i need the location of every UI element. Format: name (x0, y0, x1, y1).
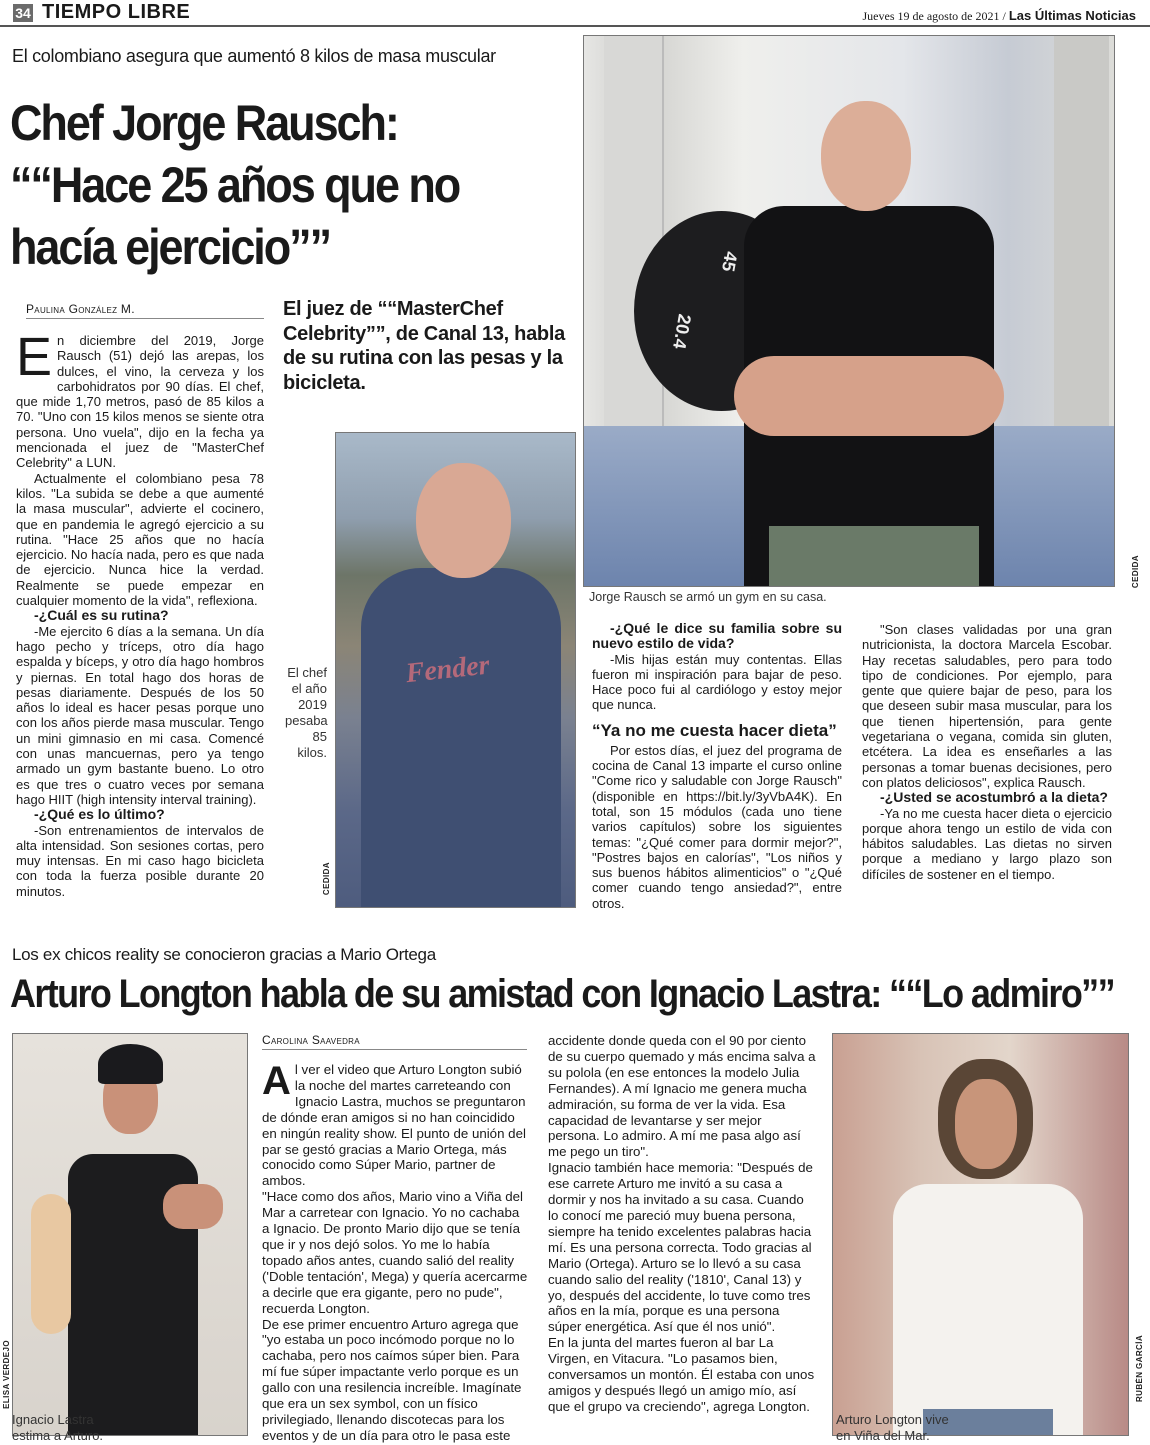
photo-shape (769, 526, 979, 587)
dateline (863, 8, 1136, 24)
headline-line: hacía ejercicio”” (10, 219, 331, 275)
paragraph: "Hace como dos años, Mario vino a Viña del Mar a carretear con Ignacio. Yo no cachaba a Ignacio. De pronto Mario dijo que se tenía que ir y nos dejó solos. Yo me lo había topado años antes, cuando salió del reality ('Doble tentación', Mega) y quería acercarme a decirle que era gigante, pero no pude", recuerda Longton. (262, 1189, 528, 1316)
photo-caption-gym: Jorge Rausch se armó un gym en su casa. (589, 590, 827, 604)
interview-question: -¿Cuál es su rutina? (34, 607, 169, 624)
article1-column-2 (592, 621, 842, 911)
photo-gym (583, 35, 1115, 587)
paragraph: De ese primer encuentro Arturo agrega que "yo estaba un poco incómodo porque no lo cachaba, pero nos caímos súper bien. Para mí fue súper impactante verlo porque es un gallo con una resilencia increíble. Imagínate que era un sex symbol, con un físico privilegiado, llenando discotecas para los eventos y de un día para otro le pasa este (262, 1316, 522, 1443)
lead-paragraph: En diciembre del 2019, Jorge Rausch (51) dejó las arepas, los dulces, el vino, la cerveza y los carbohidratos por 90 días. El chef, que mide 1,70 metros, pasó de 85 kilos a 70. "Uno con 15 kilos menos se siente otra persona. Uno vuela", dijo en la fecha ya mencionada el juez de "MasterChef Celebrity" a LUN. (16, 327, 264, 471)
photo-shape (734, 356, 1004, 436)
interview-question: -¿Qué es lo último? (34, 806, 165, 823)
photo-credit: ELISA VERDEJO (2, 1340, 11, 1409)
article2-column-1 (262, 1059, 530, 1444)
photo-shape (893, 1184, 1083, 1436)
article1-byline: Paulina González M. (26, 302, 264, 319)
interview-answer: -Mis hijas están muy contentas. Ellas fueron mi inspiración para bajar de peso. Hace poco fui al cardiólogo y estoy mejor que nunca. (592, 651, 842, 713)
paragraph: accidente donde queda con el 90 por ciento de su cuerpo quemado y más encima salva a su polola (en ese entonces la modelo Julia Fernandes). A mí Ignacio me genera mucha admiración, su forma de ver la vida. Esa capacidad de levantarse y ser mejor persona. Lo admiro. A mí me pasa algo así me pego un tiro". (548, 1033, 816, 1160)
paragraph: Actualmente el colombiano pesa 78 kilos. "La subida se debe a que aumenté la masa muscular", advierte el cocinero, que en pandemia le agregó ejercicio a su rutina. "Hace 25 años que no hacía ejercicio. No hacía nada, pero es que nada de ejercicio. Nunca hice la verdad. Realmente se puede empezar en cualquier momento de la vida", reflexiona. (16, 470, 264, 609)
paragraph: En la junta del martes fueron al bar La Virgen, en Vitacura. "Lo pasamos bien, conversamos un montón. Él estaba con unos amigos y después llegó un amigo mío, así que el grupo va creciendo", agrega Longton. (548, 1335, 815, 1414)
article2-byline: Carolina Saavedra (262, 1033, 527, 1050)
interview-answer: -Son entrenamientos de intervalos de alta intensidad. Son sesiones cortas, pero muy intensas. En mi caso hago bicicleta con toda la fuerza posible durante 20 minutos. (16, 822, 264, 899)
headline-line: Chef Jorge Rausch: (10, 95, 398, 151)
dropcap: E (16, 327, 53, 387)
article1-deck: El juez de ““MasterChef Celebrity””, de Canal 13, habla de su rutina con las pesas y la bicicleta. (283, 298, 565, 394)
photo-credit: RUBÉN GARCÍA (1135, 1335, 1144, 1403)
section-title: TIEMPO LIBRE (42, 1, 191, 23)
photo-arturo-longton (832, 1033, 1129, 1436)
photo-shape (361, 568, 561, 908)
article1-kicker: El colombiano asegura que aumentó 8 kilos de masa muscular (12, 46, 496, 66)
headline-line: ““Hace 25 años que no (10, 157, 460, 213)
photo-ignacio-lastra (12, 1033, 248, 1436)
photo-caption-lastra: Ignacio Lastra estima a Arturo. (12, 1412, 104, 1443)
photo-caption-longton: Arturo Longton vive en Viña del Mar. (836, 1412, 949, 1443)
article1-column-1 (16, 327, 264, 899)
interview-question: -¿Usted se acostumbró a la dieta? (880, 789, 1108, 806)
photo-shape (31, 1194, 71, 1334)
interview-answer: -Ya no me cuesta hacer dieta o ejercicio porque ahora tengo un estilo de vida con hábitos saludables. Las dietas no sirven porque a mediano y largo plazo son difíciles de sostener en el tiempo. (862, 805, 1112, 882)
interview-answer: -Me ejercito 6 días a la semana. Un día hago pecho y tríceps, otro día hago espalda y bíceps, y otro día hago hombros y piernas. En total hago dos horas de pesas diariamente. Después de los 50 años lo ideal es hacer pesas porque uno con los años pierde masa muscular. Tengo un mini gimnasio en mi casa. Comencé con unas mancuernas, pero ya tengo armado un gym bastante bueno. Lo otro es que tres o cuatro veces por semana hago HIIT (high intensity interval training). (16, 623, 264, 807)
photo-caption-chef-2019: El chef el año 2019 pesaba 85 kilos. (285, 665, 328, 760)
article1-subhead: “Ya no me cuesta hacer dieta” (592, 720, 837, 740)
dateline-separator: / (999, 9, 1009, 23)
article2-column-2 (548, 1033, 816, 1415)
dropcap: A (262, 1059, 291, 1103)
photo-shape (98, 1044, 163, 1084)
photo-credit: CEDIDA (1131, 555, 1140, 589)
publication-name: Las Últimas Noticias (1008, 8, 1136, 23)
article2-headline: Arturo Longton habla de su amistad con Ignacio Lastra: ““Lo admiro”” (10, 972, 1114, 1016)
page-number: 34 (13, 4, 33, 22)
shirt-logo: Fender (404, 649, 491, 690)
interview-question: -¿Qué le dice su familia sobre su nuevo estilo de vida? (592, 620, 842, 652)
lead-paragraph: Al ver el video que Arturo Longton subió la noche del martes carreteando con Ignacio Lastra, muchos se preguntaron de dónde eran amigos si no han coincidido en ningún reality show. El punto de unión del par se gestó gracias a Mario Ortega, más conocido como Súper Mario, partner de ambos. (262, 1059, 526, 1189)
issue-date: Jueves 19 de agosto de 2021 (862, 9, 1000, 23)
photo-shape (955, 1079, 1017, 1169)
photo-shape (163, 1184, 223, 1229)
paragraph: "Son clases validadas por una gran nutricionista, la doctora Marcela Escobar. Hay recetas saludables, pero para todo tipo de condiciones. Por ejemplo, para gente que quiere bajar de peso, para los que deseen subir masa muscular, para los que tienen hipertensión, para gente vegetariana o vegana, comida sin gluten, etcétera. La idea es enseñarles a las personas a tomar buenas decisiones, pero con platos deliciosos", explica Rausch. (862, 622, 1112, 790)
paragraph: Ignacio también hace memoria: "Después de ese carrete Arturo me invitó a su casa a dormir y nos ha invitado a su casa. Cuando lo conocí me pareció muy buena persona, siempre ha tenido excelentes palabras hacia mí. Es una persona correcta. Todo gracias al Mario (Ortega). Arturo se lo llevó a su casa cuando salio del reality ('1810', Canal 13) y yo, después del accidente, lo tuve como tres años en la mía, porque es una persona súper energética. Así que él nos unió". (548, 1160, 813, 1335)
photo-shape (416, 463, 511, 578)
article2-kicker: Los ex chicos reality se conocieron gracias a Mario Ortega (12, 945, 436, 964)
masthead (0, 0, 1150, 27)
weight-plate: 45 20.4 (634, 211, 809, 411)
article1-column-3 (862, 605, 1112, 882)
photo-chef-2019 (335, 432, 576, 908)
photo-credit: CEDIDA (322, 862, 331, 896)
photo-shape (821, 101, 911, 211)
article1-headline (10, 92, 523, 278)
paragraph: Por estos días, el juez del programa de cocina de Canal 13 imparte el curso online "Come rico y saludable con Jorge Rausch" (disponible en https://bit.ly/3yVbA4K). En total, son 15 módulos (cada uno tiene varios capítulos) sobre los siguientes temas: "¿Qué comer para dormir mejor?", "Postres bajos en calorías", "Los niños y sus buenos hábitos alimenticios" o "¿Qué comer cuando tengo ansiedad?", entre otros. (592, 742, 842, 911)
